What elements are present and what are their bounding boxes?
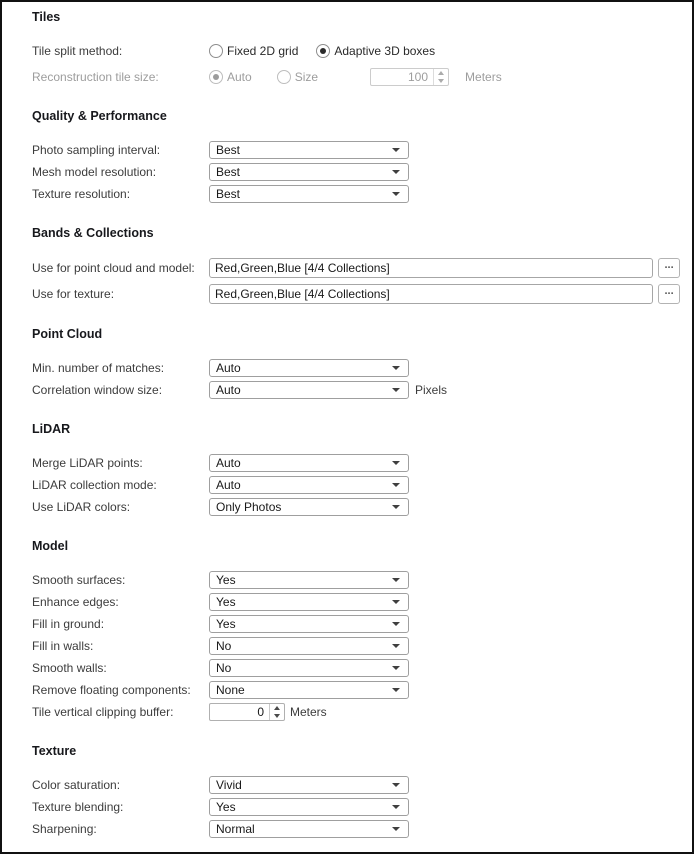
- dropdown-value: Best: [216, 187, 241, 201]
- chevron-down-icon: [392, 366, 400, 370]
- row-sharpening: [32, 820, 680, 838]
- mesh-model-resolution-dropdown[interactable]: [209, 163, 409, 181]
- row-use-for-point-cloud-model: [32, 258, 680, 278]
- section-texture: [32, 744, 680, 838]
- row-fill-in-walls: [32, 637, 680, 655]
- row-fill-in-ground: [32, 615, 680, 633]
- row-remove-floating-components: [32, 681, 680, 699]
- point-cloud-bands-input[interactable]: [209, 258, 653, 278]
- dropdown-value: Auto: [216, 456, 241, 470]
- spinner-up-icon: [434, 69, 448, 77]
- dropdown-value: Auto: [216, 478, 241, 492]
- section-quality-performance: [32, 109, 680, 203]
- correlation-window-size-label: Correlation window size:: [32, 383, 163, 397]
- row-merge-lidar-points: [32, 454, 680, 472]
- fill-in-ground-label: Fill in ground:: [32, 617, 105, 631]
- dropdown-value: Best: [216, 165, 241, 179]
- section-title-texture: Texture: [32, 744, 77, 758]
- merge-lidar-points-dropdown[interactable]: [209, 454, 409, 472]
- photo-sampling-interval-dropdown[interactable]: [209, 141, 409, 159]
- chevron-down-icon: [392, 505, 400, 509]
- chevron-down-icon: [392, 644, 400, 648]
- chevron-down-icon: [392, 578, 400, 582]
- row-tile-vertical-clipping-buffer: [32, 703, 680, 721]
- remove-floating-components-label: Remove floating components:: [32, 683, 191, 697]
- enhance-edges-dropdown[interactable]: [209, 593, 409, 611]
- dropdown-value: Yes: [216, 573, 236, 587]
- chevron-down-icon: [392, 148, 400, 152]
- section-title-bands-collections: Bands & Collections: [32, 226, 154, 240]
- radio-fixed-2d-grid[interactable]: [209, 44, 298, 58]
- chevron-down-icon: [392, 170, 400, 174]
- use-for-texture-label: Use for texture:: [32, 287, 115, 301]
- tile-size-unit-label: Meters: [465, 70, 502, 84]
- smooth-walls-dropdown[interactable]: [209, 659, 409, 677]
- clipping-buffer-input[interactable]: [210, 704, 269, 720]
- row-min-number-of-matches: [32, 359, 680, 377]
- radio-unchecked-icon[interactable]: [209, 44, 223, 58]
- clipping-buffer-spinner[interactable]: [209, 703, 285, 721]
- row-texture-blending: [32, 798, 680, 816]
- row-enhance-edges: [32, 593, 680, 611]
- photo-sampling-interval-label: Photo sampling interval:: [32, 143, 161, 157]
- spinner-up-icon[interactable]: [270, 704, 284, 712]
- section-lidar: [32, 422, 680, 516]
- tile-size-spinner: [370, 68, 449, 86]
- tile-size-input: [371, 69, 433, 85]
- dropdown-value: Yes: [216, 617, 236, 631]
- merge-lidar-points-label: Merge LiDAR points:: [32, 456, 143, 470]
- lidar-collection-mode-label: LiDAR collection mode:: [32, 478, 157, 492]
- section-title-model: Model: [32, 539, 69, 553]
- chevron-down-icon: [392, 622, 400, 626]
- spinner-down-icon: [434, 77, 448, 85]
- row-tile-split-method: [32, 42, 680, 60]
- radio-unchecked-disabled-icon: [277, 70, 291, 84]
- radio-tile-size-size: [277, 70, 318, 84]
- texture-resolution-dropdown[interactable]: [209, 185, 409, 203]
- fill-in-walls-dropdown[interactable]: [209, 637, 409, 655]
- smooth-surfaces-label: Smooth surfaces:: [32, 573, 126, 587]
- section-title-point-cloud: Point Cloud: [32, 327, 103, 341]
- row-use-for-texture: [32, 284, 680, 304]
- section-model: [32, 539, 680, 721]
- lidar-collection-mode-dropdown[interactable]: [209, 476, 409, 494]
- chevron-down-icon: [392, 461, 400, 465]
- radio-fixed-2d-grid-label: Fixed 2D grid: [227, 44, 299, 58]
- row-reconstruction-tile-size: [32, 68, 680, 86]
- use-lidar-colors-label: Use LiDAR colors:: [32, 500, 131, 514]
- radio-adaptive-3d-boxes[interactable]: [316, 44, 435, 58]
- dropdown-value: No: [216, 639, 232, 653]
- radio-adaptive-3d-boxes-label: Adaptive 3D boxes: [334, 44, 436, 58]
- radio-tile-size-auto-label: Auto: [227, 70, 252, 84]
- chevron-down-icon: [392, 600, 400, 604]
- texture-bands-browse-button[interactable]: ...: [658, 284, 680, 304]
- use-lidar-colors-dropdown[interactable]: [209, 498, 409, 516]
- radio-tile-size-size-label: Size: [294, 70, 319, 84]
- row-texture-resolution: [32, 185, 680, 203]
- spinner-buttons: [433, 69, 448, 85]
- spinner-buttons[interactable]: [269, 704, 284, 720]
- row-correlation-window-size: [32, 381, 680, 399]
- pixels-unit-label: Pixels: [415, 383, 448, 397]
- radio-checked-disabled-icon: [209, 70, 223, 84]
- chevron-down-icon: [392, 192, 400, 196]
- fill-in-ground-dropdown[interactable]: [209, 615, 409, 633]
- color-saturation-dropdown[interactable]: [209, 776, 409, 794]
- section-bands-collections: [32, 226, 680, 304]
- row-smooth-surfaces: [32, 571, 680, 589]
- tile-split-method-label: Tile split method:: [32, 44, 123, 58]
- smooth-surfaces-dropdown[interactable]: [209, 571, 409, 589]
- color-saturation-label: Color saturation:: [32, 778, 121, 792]
- texture-blending-label: Texture blending:: [32, 800, 124, 814]
- tile-vertical-clipping-buffer-label: Tile vertical clipping buffer:: [32, 705, 174, 719]
- texture-blending-dropdown[interactable]: [209, 798, 409, 816]
- correlation-window-size-dropdown[interactable]: [209, 381, 409, 399]
- chevron-down-icon: [392, 805, 400, 809]
- dropdown-value: No: [216, 661, 232, 675]
- row-use-lidar-colors: [32, 498, 680, 516]
- dropdown-value: Vivid: [216, 778, 242, 792]
- row-photo-sampling-interval: [32, 141, 680, 159]
- sharpening-dropdown[interactable]: [209, 820, 409, 838]
- dropdown-value: None: [216, 683, 245, 697]
- use-for-point-cloud-model-label: Use for point cloud and model:: [32, 261, 195, 275]
- dropdown-value: Best: [216, 143, 241, 157]
- dropdown-value: Yes: [216, 595, 236, 609]
- point-cloud-bands-browse-button[interactable]: ...: [658, 258, 680, 278]
- dropdown-value: Auto: [216, 383, 241, 397]
- row-smooth-walls: [32, 659, 680, 677]
- section-point-cloud: [32, 327, 680, 399]
- section-title-quality-performance: Quality & Performance: [32, 109, 167, 123]
- radio-tile-size-auto: [209, 70, 252, 84]
- mesh-model-resolution-label: Mesh model resolution:: [32, 165, 157, 179]
- dropdown-value: Normal: [216, 822, 255, 836]
- texture-resolution-label: Texture resolution:: [32, 187, 131, 201]
- dropdown-value: Auto: [216, 361, 241, 375]
- remove-floating-components-dropdown[interactable]: [209, 681, 409, 699]
- dropdown-value: Yes: [216, 800, 236, 814]
- spinner-down-icon[interactable]: [270, 712, 284, 720]
- radio-checked-icon[interactable]: [316, 44, 330, 58]
- chevron-down-icon: [392, 827, 400, 831]
- min-number-of-matches-label: Min. number of matches:: [32, 361, 165, 375]
- section-title-lidar: LiDAR: [32, 422, 71, 436]
- sharpening-label: Sharpening:: [32, 822, 97, 836]
- row-color-saturation: [32, 776, 680, 794]
- chevron-down-icon: [392, 388, 400, 392]
- chevron-down-icon: [392, 483, 400, 487]
- chevron-down-icon: [392, 783, 400, 787]
- enhance-edges-label: Enhance edges:: [32, 595, 119, 609]
- dropdown-value: Only Photos: [216, 500, 282, 514]
- chevron-down-icon: [392, 688, 400, 692]
- section-tiles: [32, 10, 680, 86]
- texture-bands-input[interactable]: [209, 284, 653, 304]
- row-mesh-model-resolution: [32, 163, 680, 181]
- min-number-of-matches-dropdown[interactable]: [209, 359, 409, 377]
- chevron-down-icon: [392, 666, 400, 670]
- fill-in-walls-label: Fill in walls:: [32, 639, 94, 653]
- reconstruction-tile-size-label: Reconstruction tile size:: [32, 70, 159, 84]
- smooth-walls-label: Smooth walls:: [32, 661, 107, 675]
- section-title-tiles: Tiles: [32, 10, 61, 24]
- row-lidar-collection-mode: [32, 476, 680, 494]
- clipping-buffer-unit-label: Meters: [290, 705, 327, 719]
